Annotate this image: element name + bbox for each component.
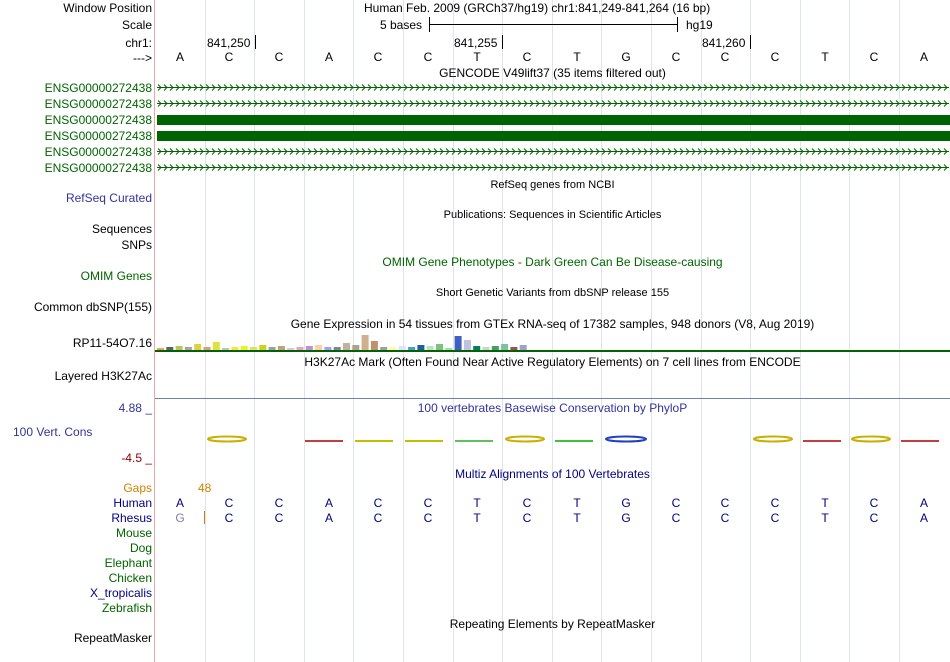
gencode-gene-track[interactable] (157, 115, 950, 125)
gtex-title[interactable]: Gene Expression in 54 tissues from GTEx RNA-seq of 17382 samples, 948 donors (V8, Aug 2019) (290, 317, 815, 331)
chr-label: chr1: (125, 36, 152, 50)
base-letter: A (919, 50, 928, 64)
base-letter: C (720, 511, 730, 525)
base-letter: C (423, 50, 433, 64)
conservation-label[interactable]: 100 Vert. Cons (13, 425, 93, 439)
rhesus-gap-marker (204, 511, 205, 524)
gtex-tissue-bar (306, 346, 313, 350)
scale-bar-right-tick (677, 17, 678, 32)
base-letter: C (770, 496, 780, 510)
gencode-track-label[interactable]: ENSG00000272438 (44, 97, 152, 111)
gencode-track-label[interactable]: ENSG00000272438 (44, 161, 152, 175)
base-letter: T (573, 511, 581, 525)
scale-bar (429, 24, 677, 25)
conservation-mark (606, 437, 646, 442)
window-position-label: Window Position (63, 1, 152, 15)
conservation-mark (506, 437, 544, 442)
base-letter: C (224, 50, 234, 64)
dbsnp-title[interactable]: Short Genetic Variants from dbSNP release 155 (435, 287, 670, 299)
gencode-gene-track[interactable] (157, 131, 950, 141)
base-letter: T (573, 50, 581, 64)
base-letter: C (224, 511, 234, 525)
base-letter: G (621, 511, 631, 525)
conservation-mark (901, 440, 939, 442)
base-letter: A (175, 50, 184, 64)
gtex-tissue-bar (287, 348, 294, 350)
human-label[interactable]: Human (113, 496, 152, 510)
gencode-title[interactable]: GENCODE V49lift37 (35 items filtered out) (439, 66, 666, 80)
conservation-mark (455, 440, 493, 442)
base-letter: T (473, 496, 481, 510)
coord-label-1: 841,250 (207, 36, 251, 50)
coord-label-3: 841,260 (702, 36, 746, 50)
gtex-tissue-bar (380, 347, 387, 350)
gtex-tissue-bar (157, 348, 164, 350)
gencode-track-label[interactable]: ENSG00000272438 (44, 81, 152, 95)
species-label[interactable]: X_tropicalis (89, 586, 152, 600)
base-letter: C (274, 511, 284, 525)
gencode-track-label[interactable]: ENSG00000272438 (44, 129, 152, 143)
conservation-mark (754, 437, 792, 442)
species-label[interactable]: Mouse (115, 526, 152, 540)
gtex-tissue-bar (427, 346, 434, 350)
gtex-tissue-bar (213, 342, 220, 350)
gtex-tissue-bar (408, 347, 415, 350)
species-label[interactable]: Zebrafish (101, 601, 152, 615)
base-letter: T (821, 496, 829, 510)
publications-title[interactable]: Publications: Sequences in Scientific Articles (443, 209, 662, 221)
h3k27ac-baseline (155, 398, 950, 399)
base-letter: A (919, 511, 928, 525)
refseq-title[interactable]: RefSeq genes from NCBI (490, 179, 615, 191)
base-letter: G (621, 496, 631, 510)
base-letter: A (175, 496, 184, 510)
base-letter: C (671, 496, 681, 510)
gtex-tissue-bar (185, 347, 192, 350)
base-letter: T (473, 50, 481, 64)
gtex-tissue-bar (269, 347, 276, 350)
gtex-tissue-bar (417, 345, 424, 350)
scale-db: hg19 (686, 18, 713, 32)
gencode-gene-track[interactable] (157, 148, 949, 155)
gtex-tissue-bar (324, 347, 331, 350)
rhesus-label[interactable]: Rhesus (111, 511, 152, 525)
strand-arrow-label[interactable]: ---> (133, 51, 152, 65)
gtex-tissue-bar (352, 345, 359, 350)
gtex-tissue-bar (473, 346, 480, 350)
gtex-tissue-bar (436, 344, 443, 350)
scale-text: 5 bases (380, 18, 423, 32)
conservation-mark (852, 437, 890, 442)
dbsnp-label[interactable]: Common dbSNP(155) (33, 300, 152, 314)
gencode-track-label[interactable]: ENSG00000272438 (44, 113, 152, 127)
multiz-title[interactable]: Multiz Alignments of 100 Vertebrates (455, 467, 650, 481)
base-letter: C (373, 511, 383, 525)
coord-tick-3 (750, 35, 751, 49)
base-letter: T (821, 50, 829, 64)
species-label[interactable]: Chicken (108, 571, 152, 585)
gtex-tissue-bar (334, 347, 341, 350)
base-letter: C (720, 496, 730, 510)
base-letter: T (473, 511, 481, 525)
base-letter: C (373, 496, 383, 510)
base-letter: G (621, 50, 631, 64)
base-letter: C (224, 496, 234, 510)
repeatmasker-label[interactable]: RepeatMasker (73, 631, 152, 645)
gtex-tissue-bar (343, 343, 350, 350)
base-letter: C (869, 511, 879, 525)
base-letter: C (869, 50, 879, 64)
gtex-tissue-bar (204, 347, 211, 350)
base-letter: C (274, 496, 284, 510)
base-letter: C (373, 50, 383, 64)
conservation-max: 4.88 _ (118, 401, 152, 415)
gtex-tissue-bar (362, 335, 369, 350)
omim-label[interactable]: OMIM Genes (80, 269, 152, 283)
gtex-tissue-bar (231, 347, 238, 350)
base-letter: C (770, 511, 780, 525)
repeatmasker-title[interactable]: Repeating Elements by RepeatMasker (449, 617, 656, 631)
coord-label-2: 841,255 (454, 36, 498, 50)
gtex-tissue-bar (278, 346, 285, 350)
gtex-tissue-bar (371, 341, 378, 350)
assembly-title: Human Feb. 2009 (GRCh37/hg19) chr1:841,249-841,264 (16 bp) (364, 1, 711, 15)
omim-title[interactable]: OMIM Gene Phenotypes - Dark Green Can Be Disease-causing (382, 255, 723, 269)
gtex-tissue-bar (194, 344, 201, 350)
base-letter: C (522, 50, 532, 64)
scale-label: Scale (121, 18, 152, 32)
gtex-tissue-bar (399, 346, 406, 350)
conservation-mark (803, 440, 841, 442)
base-letter: C (274, 50, 284, 64)
conservation-plot[interactable] (155, 430, 950, 450)
base-letter: G (175, 511, 185, 525)
base-letter: A (324, 50, 333, 64)
gtex-gene-line (155, 350, 950, 352)
conservation-mark (555, 440, 593, 442)
base-letter: C (522, 496, 532, 510)
gtex-expression-bars[interactable] (155, 330, 950, 352)
gtex-tissue-bar (464, 340, 471, 350)
gtex-tissue-bar (492, 346, 499, 350)
base-letter: C (671, 511, 681, 525)
gtex-tissue-bar (176, 346, 183, 350)
species-label[interactable]: Dog (129, 541, 152, 555)
base-letter: C (671, 50, 681, 64)
gtex-tissue-bar (501, 344, 508, 350)
gtex-tissue-bar (315, 345, 322, 350)
gtex-tissue-bar (455, 336, 462, 350)
conservation-title[interactable]: 100 vertebrates Basewise Conservation by PhyloP (417, 401, 688, 415)
gtex-tissue-bar (390, 347, 397, 350)
gaps-value: 48 (198, 481, 212, 495)
conservation-min: -4.5 _ (121, 451, 152, 465)
gtex-tissue-bar (166, 347, 173, 350)
gencode-gene-track[interactable] (157, 84, 949, 91)
gtex-tissue-bar (510, 347, 517, 350)
coord-tick-2 (502, 35, 503, 49)
base-letter: C (423, 496, 433, 510)
conservation-mark (355, 440, 393, 442)
base-letter: C (869, 496, 879, 510)
coord-tick-1 (255, 35, 256, 49)
refseq-label[interactable]: RefSeq Curated (65, 191, 152, 205)
base-letter: C (522, 511, 532, 525)
base-letter: A (324, 511, 333, 525)
species-label[interactable]: Elephant (104, 556, 152, 570)
gaps-label[interactable]: Gaps (123, 481, 152, 495)
base-letter: C (720, 50, 730, 64)
gtex-tissue-bar (445, 348, 452, 350)
base-letter: T (821, 511, 829, 525)
gencode-gene-track[interactable] (157, 100, 949, 107)
scale-bar-left-tick (429, 17, 430, 32)
gtex-tissue-bar (250, 347, 257, 350)
conservation-mark (208, 437, 246, 442)
gtex-tissue-bar (297, 347, 304, 350)
base-letter: C (423, 511, 433, 525)
gtex-tissue-bar (520, 345, 527, 350)
gencode-gene-track[interactable] (157, 164, 949, 171)
base-letter: A (324, 496, 333, 510)
conservation-mark (405, 440, 443, 442)
gtex-tissue-bar (483, 347, 490, 350)
gtex-tissue-bar (241, 346, 248, 350)
gtex-tissue-bar (259, 345, 266, 350)
base-letter: C (770, 50, 780, 64)
conservation-mark (305, 440, 343, 442)
h3k27ac-label[interactable]: Layered H3K27Ac (54, 369, 152, 383)
snps-label[interactable]: SNPs (121, 238, 152, 252)
h3k27ac-title[interactable]: H3K27Ac Mark (Often Found Near Active Regulatory Elements) on 7 cell lines from ENCODE (304, 355, 801, 369)
gtex-label[interactable]: RP11-54O7.16 (72, 336, 152, 350)
gtex-tissue-bar (222, 348, 229, 350)
base-letter: A (919, 496, 928, 510)
sequences-label[interactable]: Sequences (91, 222, 152, 236)
base-letter: T (573, 496, 581, 510)
gencode-track-label[interactable]: ENSG00000272438 (44, 145, 152, 159)
